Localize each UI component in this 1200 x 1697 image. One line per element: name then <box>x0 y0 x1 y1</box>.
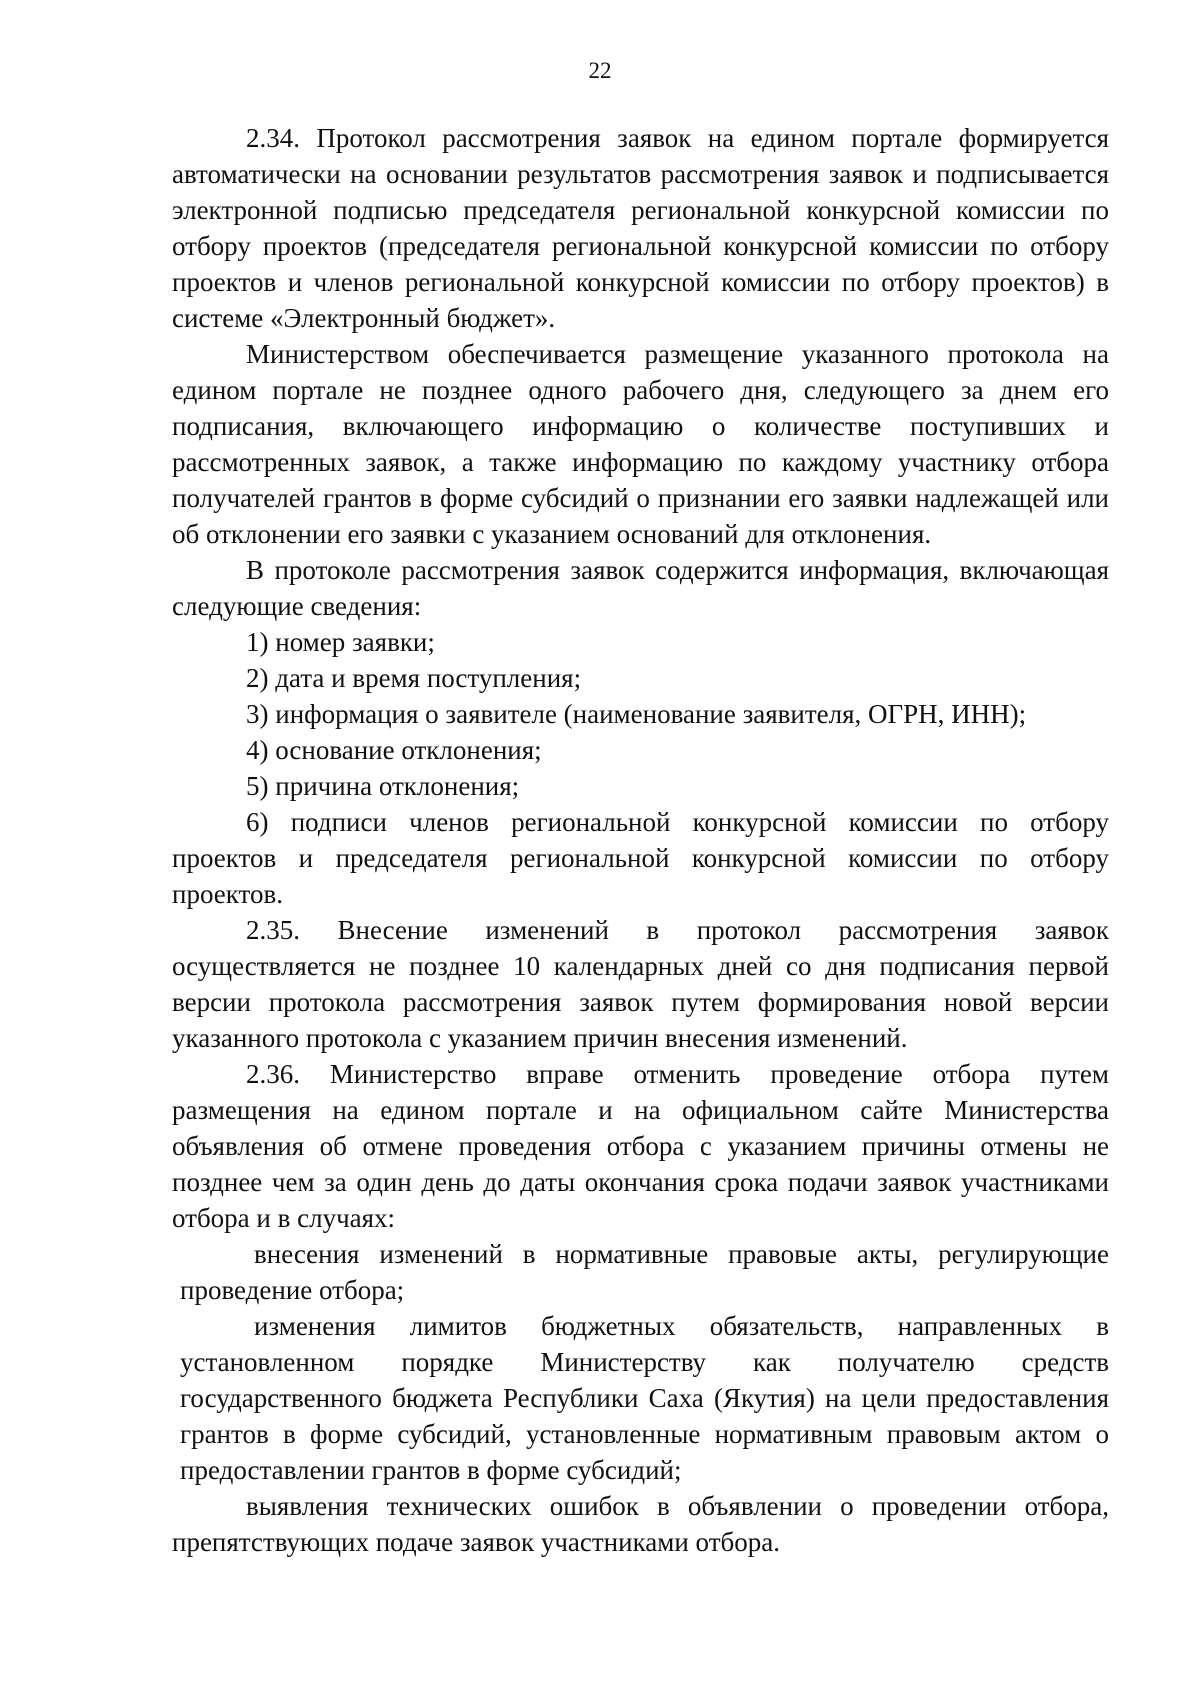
paragraph-protocol-placement: Министерством обеспечивается размещение указанного протокола на едином портале не позднее одного рабочего дня, следующего за днем его подписания, включающего информацию о количестве поступивших и рассмотренных заявок, а также информацию по каждому участнику отбора получателей грантов в форме субсидий о признании его заявки надлежащей или об отклонении его заявки с указанием оснований для отклонения. <box>172 339 1109 549</box>
paragraph-2-34: 2.34. Протокол рассмотрения заявок на едином портале формируется автоматически на основании результатов рассмотрения заявок и подписывается электронной подписью председателя региональной конкурсной комиссии по отбору проектов (председателя региональной конкурсной комиссии по отбору проектов и членов региональной конкурсной комиссии по отбору проектов) в системе «Электронный бюджет». <box>172 123 1109 333</box>
list-item-4: 4) основание отклонения; <box>246 735 542 765</box>
case-item-budget-limits: изменения лимитов бюджетных обязательств, направленных в установленном порядке Министерству как получателю средств государственного бюджета Республики Саха (Якутия) на цели предоставления грантов в форме субсидий, установленные нормативным правовым актом о предоставлении грантов в форме субсидий; <box>180 1311 1109 1485</box>
paragraph-2-35: 2.35. Внесение изменений в протокол рассмотрения заявок осуществляется не позднее 10 календарных дней со дня подписания первой версии протокола рассмотрения заявок путем формирования новой версии указанного протокола с указанием причин внесения изменений. <box>172 915 1109 1053</box>
list-item-2: 2) дата и время поступления; <box>246 663 582 693</box>
page-number: 22 <box>588 58 612 83</box>
document-body <box>172 120 1109 1560</box>
list-item-3: 3) информация о заявителе (наименование заявителя, ОГРН, ИНН); <box>246 699 1027 729</box>
case-item-technical-errors: выявления технических ошибок в объявлении о проведении отбора, препятствующих подаче заявок участниками отбора. <box>172 1491 1109 1557</box>
paragraph-protocol-contents: В протоколе рассмотрения заявок содержится информация, включающая следующие сведения: <box>172 555 1109 621</box>
list-item-6: 6) подписи членов региональной конкурсной комиссии по отбору проектов и председателя региональной конкурсной комиссии по отбору проектов. <box>172 807 1109 909</box>
list-item-1: 1) номер заявки; <box>246 627 435 657</box>
case-item-regulation-changes: внесения изменений в нормативные правовые акты, регулирующие проведение отбора; <box>180 1239 1109 1305</box>
paragraph-2-36: 2.36. Министерство вправе отменить проведение отбора путем размещения на едином портале и на официальном сайте Министерства объявления об отмене проведения отбора с указанием причины отмены не позднее чем за один день до даты окончания срока подачи заявок участниками отбора и в случаях: <box>172 1059 1109 1233</box>
list-item-5: 5) причина отклонения; <box>246 771 520 801</box>
